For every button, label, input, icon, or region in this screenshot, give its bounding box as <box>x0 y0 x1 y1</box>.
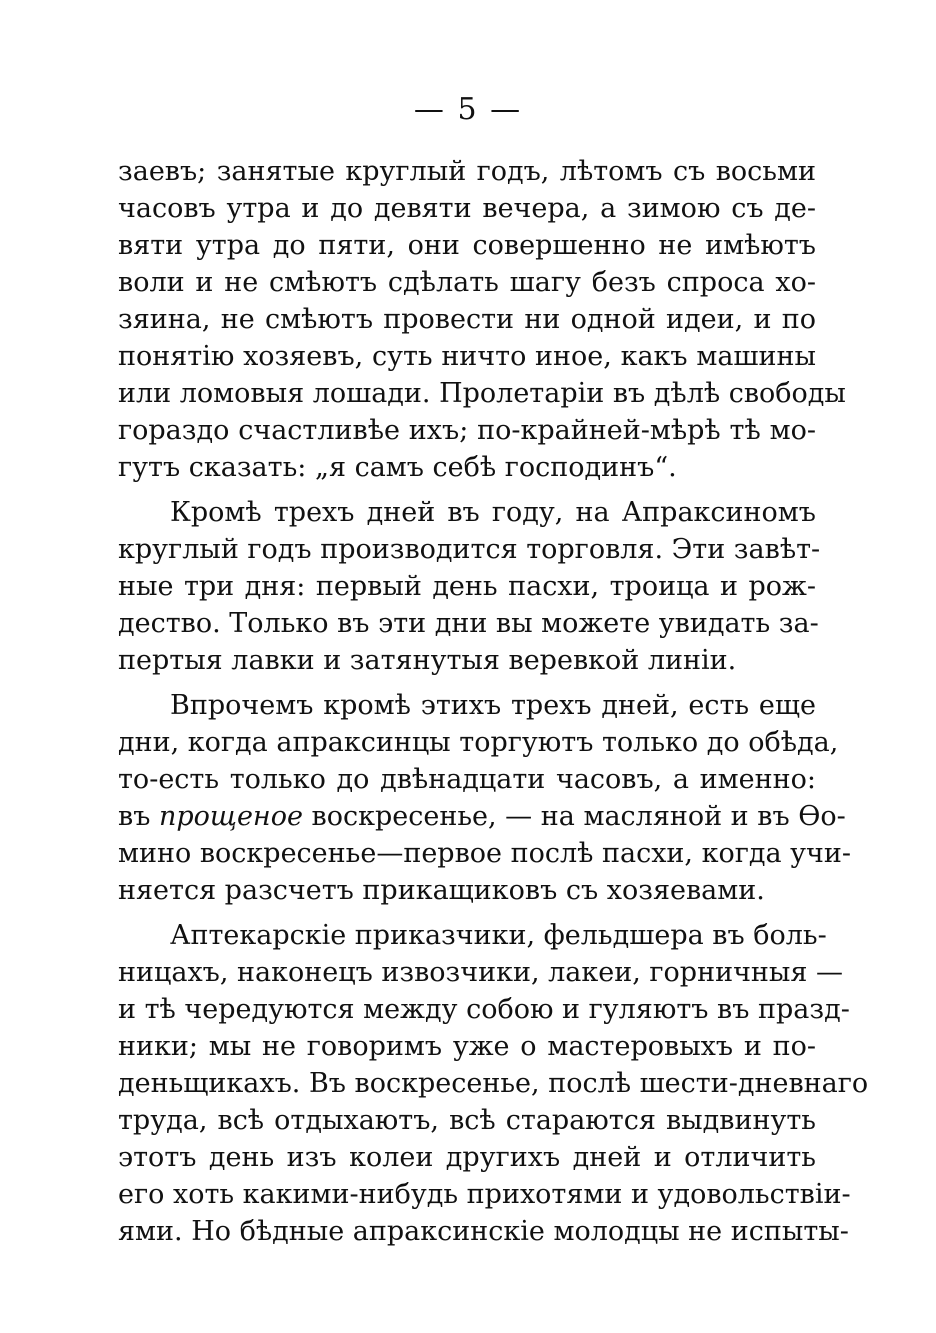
page-number: — 5 — <box>413 92 523 127</box>
text-line: то-есть только до двѣнадцати часовъ, а именно: <box>118 764 816 795</box>
text-line: гораздо счастливѣе ихъ; по-крайней-мѣрѣ тѣ мо- <box>118 415 816 446</box>
text-line: деньщикахъ. Въ воскресенье, послѣ шести-дневнаго <box>118 1068 869 1099</box>
text-line: этотъ день изъ колеи другихъ дней и отличить <box>118 1142 816 1173</box>
text-line: воли и не смѣютъ сдѣлать шагу безъ спроса хо- <box>118 267 816 298</box>
text-line: дни, когда апраксинцы торгуютъ только до обѣда, <box>118 727 839 758</box>
text-line: ницахъ, наконецъ извозчики, лакеи, горничныя — <box>118 957 844 988</box>
text-line: и тѣ чередуются между собою и гуляютъ въ празд- <box>118 994 850 1025</box>
book-text <box>118 153 869 1250</box>
paragraph-gap <box>118 486 816 494</box>
text-line: труда, всѣ отдыхаютъ, всѣ стараются выдвинуть <box>118 1105 816 1136</box>
paragraph-gap <box>118 679 816 687</box>
paragraph-3 <box>118 687 852 909</box>
text-line: Аптекарскіе приказчики, фельдшера въ боль- <box>170 920 827 951</box>
text-line: или ломовыя лошади. Пролетаріи въ дѣлѣ свободы <box>118 378 846 409</box>
text-line: круглый годъ производится торговля. Эти завѣт- <box>118 534 821 565</box>
text-line: пертыя лавки и затянутыя веревкой линіи. <box>118 645 737 676</box>
paragraph-4 <box>118 917 869 1250</box>
text-line: его хоть какими-нибудь прихотями и удовольствіи- <box>118 1179 851 1210</box>
text-line: Кромѣ трехъ дней въ году, на Апраксиномъ <box>170 497 816 528</box>
text-fragment: воскресенье, — на масляной и въ Ѳо- <box>311 801 846 832</box>
paragraph-1 <box>118 153 846 486</box>
text-line: Впрочемъ кромѣ этихъ трехъ дней, есть еще <box>170 690 816 721</box>
text-line: няется разсчетъ прикащиковъ съ хозяевами. <box>118 875 765 906</box>
paragraph-gap <box>118 909 816 917</box>
text-line: зяина, не смѣютъ провести ни одной идеи, и по <box>118 304 816 335</box>
text-line: дество. Только въ эти дни вы можете увидать за- <box>118 608 819 639</box>
italic-word: прощеное <box>158 801 303 832</box>
text-line-with-italic <box>118 798 846 835</box>
text-line: ями. Но бѣдные апраксинскіе молодцы не испыты- <box>118 1216 849 1247</box>
text-line: понятію хозяевъ, суть ничто иное, какъ машины <box>118 341 816 372</box>
text-line: ные три дня: первый день пасхи, троица и рож- <box>118 571 816 602</box>
text-line: вяти утра до пяти, они совершенно не имѣютъ <box>118 230 816 261</box>
text-line: часовъ утра и до девяти вечера, а зимою съ де- <box>118 193 816 224</box>
text-line: заевъ; занятые круглый годъ, лѣтомъ съ восьми <box>118 156 816 187</box>
paragraph-2 <box>118 494 821 679</box>
text-line: мино воскресенье—первое послѣ пасхи, когда учи- <box>118 838 852 869</box>
text-line: ники; мы не говоримъ уже о мастеровыхъ и по- <box>118 1031 816 1062</box>
text-fragment: въ <box>118 801 151 832</box>
text-line: гутъ сказать: „я самъ себѣ господинъ“. <box>118 452 677 483</box>
